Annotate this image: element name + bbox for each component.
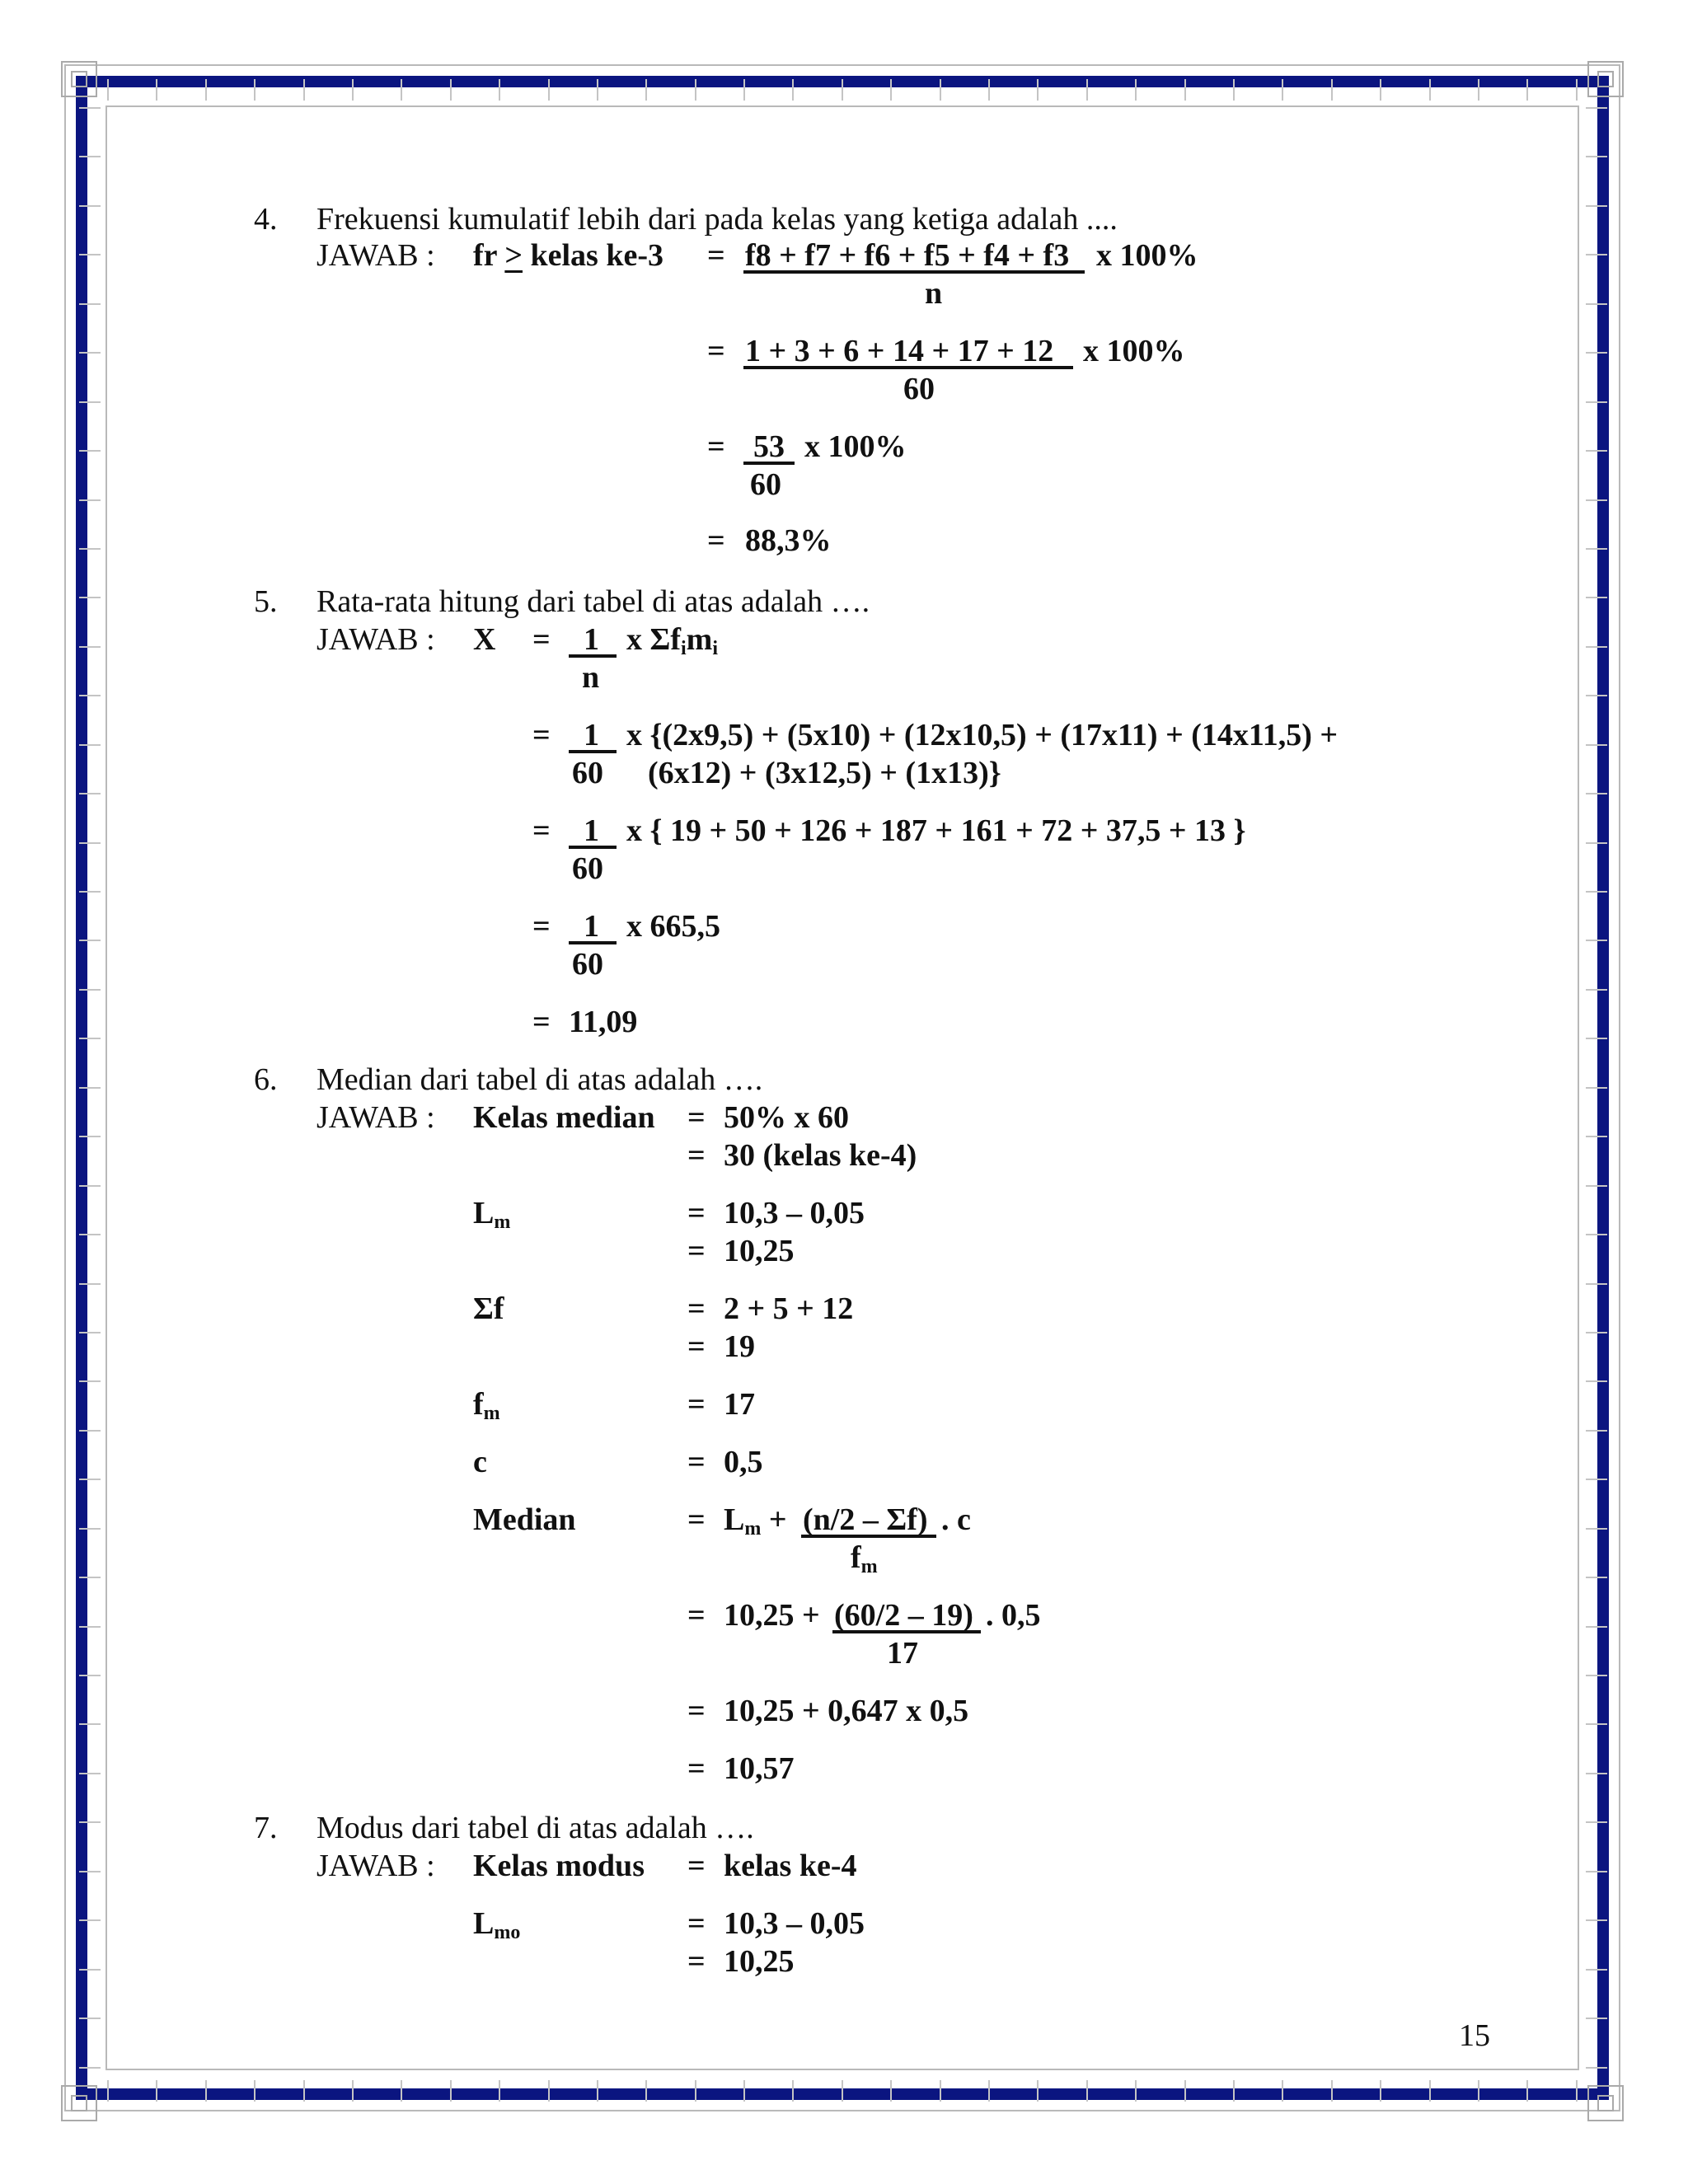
q6-sigma-f-eq-2: = [687,1329,706,1364]
q6-median-formula-lm: $L_m$ + [724,1502,787,1540]
q4-number: 4. [254,202,278,237]
q7-lmo-label: $L_{mo}$ [473,1906,521,1943]
q6-kelas-value-1: 50% x 60 [724,1100,849,1135]
frame-corner-bottom-left [61,2085,97,2121]
q5-eq-5: = [532,1005,551,1039]
q7-kelas-value: kelas ke-4 [724,1849,857,1883]
q7-jawab: JAWAB : [316,1849,435,1883]
q4-step3-fraction-bar [743,462,795,465]
frame-ticks-right [1586,107,1607,2069]
q4-eq-2: = [707,334,725,368]
q5-step1-denominator: n [582,660,600,695]
frame-ticks-top [107,79,1578,101]
q7-lmo-eq-2: = [687,1944,706,1979]
q6-kelas-eq-2: = [687,1138,706,1173]
q6-c-eq: = [687,1445,706,1479]
q5-question: Rata-rata hitung dari tabel di atas adalah …. [316,584,870,619]
q6-lm-label: $L_m$ [473,1196,511,1233]
q5-result: 11,09 [569,1005,638,1039]
q5-step4-value: x 665,5 [626,909,720,944]
q6-lm-eq-2: = [687,1234,706,1268]
q5-step2-numerator: 1 [584,718,599,752]
q6-median-step2-numerator: (60/2 – 19) [834,1598,973,1633]
frame-ticks-left [79,107,101,2069]
q6-fm-value: 17 [724,1387,755,1422]
q4-step2-denominator: 60 [903,372,935,406]
q4-eq-1: = [707,238,725,273]
frame-ticks-bottom [107,2080,1578,2102]
q6-median-step2-fraction-bar [832,1630,981,1633]
frame-corner-top-left [61,61,97,97]
q4-eq-4: = [707,523,725,558]
q6-lm-value-1: 10,3 – 0,05 [724,1196,865,1230]
q5-eq-3: = [532,813,551,848]
q5-step2-line1: x {(2x9,5) + (5x10) + (12x10,5) + (17x11) + (14x11,5) + [626,718,1339,752]
q5-eq-4: = [532,909,551,944]
q6-sigma-f-value-1: 2 + 5 + 12 [724,1291,854,1326]
q6-sigma-f-eq-1: = [687,1291,706,1326]
q5-step1-numerator: 1 [584,622,599,657]
q4-step2-numerator: 1 + 3 + 6 + 14 + 17 + 12 [745,334,1054,368]
q6-lm-eq-1: = [687,1196,706,1230]
q6-median-formula-c: . c [941,1502,971,1537]
q4-step1-fraction-bar [743,270,1085,274]
q5-step3-denominator: 60 [572,851,603,886]
q4-jawab: JAWAB : [316,238,435,273]
q4-step2-fraction-bar [743,366,1073,369]
q5-step2-fraction-bar [569,750,617,753]
q6-kelas-label: Kelas median [473,1100,655,1135]
q6-c-label: c [473,1445,487,1479]
q7-kelas-label: Kelas modus [473,1849,645,1883]
q4-eq-3: = [707,429,725,464]
q5-step2-line2: (6x12) + (3x12,5) + (1x13)} [648,756,1001,790]
q4-step1-numerator: f8 + f7 + f6 + f5 + f4 + f3 [745,238,1070,273]
q6-question: Median dari tabel di atas adalah …. [316,1062,763,1097]
q7-kelas-eq: = [687,1849,706,1883]
q6-median-eq-4: = [687,1751,706,1786]
q4-step3-denominator: 60 [750,467,781,502]
q6-fm-eq: = [687,1387,706,1422]
q5-step1-fraction-bar [569,654,617,658]
q6-sigma-f-label: Σf [473,1291,504,1326]
q4-lhs: fr > kelas ke-3 [473,238,663,273]
q7-lmo-value-1: 10,3 – 0,05 [724,1906,865,1941]
q4-question: Frekuensi kumulatif lebih dari pada kelas yang ketiga adalah .... [316,202,1118,237]
q5-jawab: JAWAB : [316,622,435,657]
frame-corner-top-right [1587,61,1624,97]
q6-kelas-eq-1: = [687,1100,706,1135]
q6-median-step2-denominator: 17 [887,1636,918,1671]
q7-question: Modus dari tabel di atas adalah …. [316,1811,754,1845]
q5-number: 5. [254,584,278,619]
page-number: 15 [1459,2018,1490,2053]
q6-fm-label: $f_m$ [473,1387,500,1424]
q5-step3-fraction-bar [569,846,617,849]
q5-step4-numerator: 1 [584,909,599,944]
q6-number: 6. [254,1062,278,1097]
q4-step3-numerator: 53 [753,429,785,464]
q5-step1-sum: x $\Sigma f_im_i$ [626,622,718,659]
q6-median-step2-a: 10,25 + [724,1598,820,1633]
q4-step1-denominator: n [925,276,943,311]
q5-eq-1: = [532,622,551,657]
q4-step1-multiplier: x 100% [1096,238,1198,273]
q4-result: 88,3% [745,523,832,558]
q6-sigma-f-value-2: 19 [724,1329,755,1364]
q4-step3-multiplier: x 100% [804,429,907,464]
q6-median-label: Median [473,1502,576,1537]
q5-step4-fraction-bar [569,941,617,944]
q6-median-eq-1: = [687,1502,706,1537]
q6-median-formula-fraction-bar [801,1535,936,1538]
q5-step2-denominator: 60 [572,756,603,790]
q7-number: 7. [254,1811,278,1845]
q6-median-result: 10,57 [724,1751,795,1786]
frame-corner-bottom-right [1587,2085,1624,2121]
q5-step3-sum: x { 19 + 50 + 126 + 187 + 161 + 72 + 37,5 + 13 } [626,813,1246,848]
q6-median-eq-3: = [687,1694,706,1728]
q6-median-formula-denominator: $f_m$ [851,1540,878,1577]
q4-step2-multiplier: x 100% [1083,334,1185,368]
q6-c-value: 0,5 [724,1445,763,1479]
q5-lhs: X [473,622,496,657]
q5-step4-denominator: 60 [572,947,603,982]
q6-median-formula-numerator: (n/2 – Σf) [803,1502,928,1537]
q6-jawab: JAWAB : [316,1100,435,1135]
q7-lmo-eq-1: = [687,1906,706,1941]
q6-median-eq-2: = [687,1598,706,1633]
q5-step3-numerator: 1 [584,813,599,848]
q6-kelas-value-2: 30 (kelas ke-4) [724,1138,917,1173]
q7-lmo-value-2: 10,25 [724,1944,795,1979]
q6-median-step3: 10,25 + 0,647 x 0,5 [724,1694,969,1728]
q6-lm-value-2: 10,25 [724,1234,795,1268]
q5-eq-2: = [532,718,551,752]
q6-median-step2-c: . 0,5 [986,1598,1041,1633]
